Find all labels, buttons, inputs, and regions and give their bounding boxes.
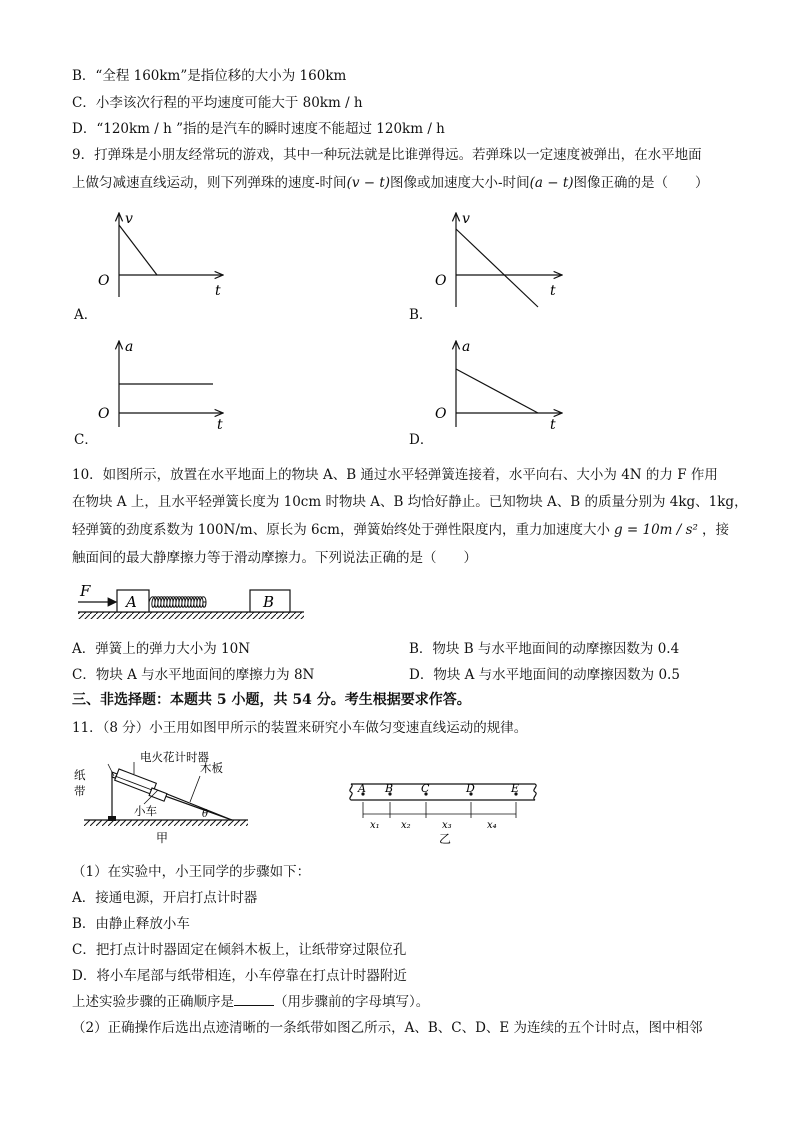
segment-x2: x₂ xyxy=(401,820,411,831)
q9-stem-text-a: 上做匀减速直线运动，则下列弹珠的速度-时间 xyxy=(72,175,347,191)
q10-stem-line3 xyxy=(72,518,729,538)
q11-order-text-b: （用步骤前的字母填写）。 xyxy=(274,994,430,1010)
spring xyxy=(149,597,206,608)
figure-jia-caption: 甲 xyxy=(156,831,169,845)
angle-label: θ xyxy=(202,809,209,820)
q9-option-c-label: C． xyxy=(74,432,98,448)
paper-tape-strip xyxy=(350,784,536,800)
a-axis-label: a xyxy=(462,339,471,355)
q11-figure-yi xyxy=(345,770,545,846)
q9-graph-d xyxy=(432,335,582,435)
v-axis-label: v xyxy=(125,211,133,227)
point-e-label: E xyxy=(511,782,520,795)
dimension-lines xyxy=(363,802,516,818)
q11-figure-jia xyxy=(72,742,252,847)
t-axis-label: t xyxy=(550,283,556,299)
q9-stem-line2 xyxy=(72,171,709,191)
board-lead xyxy=(190,776,200,802)
origin-label: O xyxy=(435,273,447,289)
block-a-label: A xyxy=(126,593,137,611)
q11-part2-text: （2）正确操作后选出点迹清晰的一条纸带如图乙所示，A、B、C、D、E 为连续的五个计时点，图中相邻 xyxy=(72,1020,703,1036)
tape-label-1: 纸 xyxy=(74,768,86,782)
q10-stem-line4: 触面间的最大静摩擦力等于滑动摩擦力。下列说法正确的是（ ） xyxy=(72,550,477,566)
q10-stem-line2: 在物块 A 上，且水平轻弹簧长度为 10cm 时物块 A、B 均恰好静止。已知物块 A、B 的质量分别为 4kg、1kg， xyxy=(72,494,748,510)
stand-base xyxy=(108,816,116,821)
section-3-heading: 三、非选择题：本题共 5 小题，共 54 分。考生根据要求作答。 xyxy=(72,692,471,708)
ground-hatch xyxy=(78,612,304,619)
t-axis-label: t xyxy=(550,417,556,433)
q9-graph-b xyxy=(432,205,582,315)
segment-x4: x₄ xyxy=(487,820,497,831)
v-line xyxy=(119,225,157,275)
q10-option-d: D．物块 A 与水平地面间的动摩擦因数为 0.5 xyxy=(409,667,680,683)
q10-gravity-formula: g = 10m / s² xyxy=(613,522,698,538)
q9-graph-a xyxy=(95,205,245,305)
spark-timer xyxy=(115,769,157,795)
t-axis-label: t xyxy=(217,417,223,433)
timer-label: 电火花计时器 xyxy=(140,750,209,764)
force-label: F xyxy=(80,582,91,600)
q8-option-d: D．“120km / h ”指的是汽车的瞬时速度不能超过 120km / h xyxy=(72,121,445,137)
t-axis-label: t xyxy=(215,283,221,299)
point-b-label: B xyxy=(385,782,394,795)
q9-option-a-label: A． xyxy=(74,307,98,323)
q10-stem-text-c: ，接 xyxy=(701,522,729,538)
answer-blank[interactable] xyxy=(234,993,274,1006)
q9-option-d-label: D． xyxy=(409,432,434,448)
q8-option-b: B．“全程 160km”是指位移的大小为 160km xyxy=(72,68,347,84)
a-axis-label: a xyxy=(125,339,134,355)
point-d-label: D xyxy=(466,782,475,795)
point-c-label: C xyxy=(421,782,430,795)
q10-stem-text-a: 轻弹簧的劲度系数为 100N/m、原长为 6cm，弹簧始终处于弹性限度内，重力加速度大小 xyxy=(72,522,610,538)
origin-label: O xyxy=(435,406,447,422)
q9-option-b-label: B． xyxy=(409,307,433,323)
v-axis-label: v xyxy=(462,211,470,227)
board-label: 木板 xyxy=(200,761,223,775)
q9-at-symbol: (a − t) xyxy=(529,175,574,191)
segment-x1: x₁ xyxy=(370,820,380,831)
q9-stem-text-e: 图像正确的是（ ） xyxy=(573,175,709,191)
a-line xyxy=(456,369,538,413)
q10-spring-figure xyxy=(72,578,312,623)
q11-order-question xyxy=(72,990,429,1010)
q10-option-a: A．弹簧上的弹力大小为 10N xyxy=(72,641,251,657)
q11-stem: 11．（8 分）小王用如图甲所示的装置来研究小车做匀变速直线运动的规律。 xyxy=(72,720,528,736)
origin-label: O xyxy=(98,406,110,422)
q10-stem-line1: 10．如图所示，放置在水平地面上的物块 A、B 通过水平轻弹簧连接着，水平向右、大小为 4N 的力 F 作用 xyxy=(72,467,718,483)
tape-label-2: 带 xyxy=(74,784,86,798)
q9-graph-c xyxy=(95,335,245,435)
q11-step-c: C．把打点计时器固定在倾斜木板上，让纸带穿过限位孔 xyxy=(72,942,407,958)
q11-step-a: A．接通电源，开启打点计时器 xyxy=(72,890,258,906)
origin-label: O xyxy=(98,273,110,289)
q9-vt-symbol: (v − t) xyxy=(346,175,391,191)
q9-stem-line1: 9．打弹珠是小朋友经常玩的游戏，其中一种玩法就是比谁弹得远。若弹珠以一定速度被弹出，在水平地面 xyxy=(72,147,702,163)
q10-option-b: B．物块 B 与水平地面间的动摩擦因数为 0.4 xyxy=(409,641,680,657)
q11-step-d: D．将小车尾部与纸带相连，小车停靠在打点计时器附近 xyxy=(72,968,407,984)
v-line xyxy=(456,229,538,307)
q11-step-b: B．由静止释放小车 xyxy=(72,916,190,932)
q8-option-c: C．小李该次行程的平均速度可能大于 80km / h xyxy=(72,95,363,111)
segment-x3: x₃ xyxy=(442,820,452,831)
cart-label: 小车 xyxy=(134,804,157,818)
point-a-label: A xyxy=(358,782,366,795)
tape-lead xyxy=(108,764,114,776)
q11-order-text-a: 上述实验步骤的正确顺序是 xyxy=(72,994,234,1010)
figure-yi-caption: 乙 xyxy=(439,832,452,846)
q11-part1-intro: （1）在实验中，小王同学的步骤如下： xyxy=(72,864,311,880)
q10-option-c: C．物块 A 与水平地面间的摩擦力为 8N xyxy=(72,667,315,683)
q9-stem-text-c: 图像或加速度大小-时间 xyxy=(390,175,530,191)
block-b-label: B xyxy=(263,593,275,611)
